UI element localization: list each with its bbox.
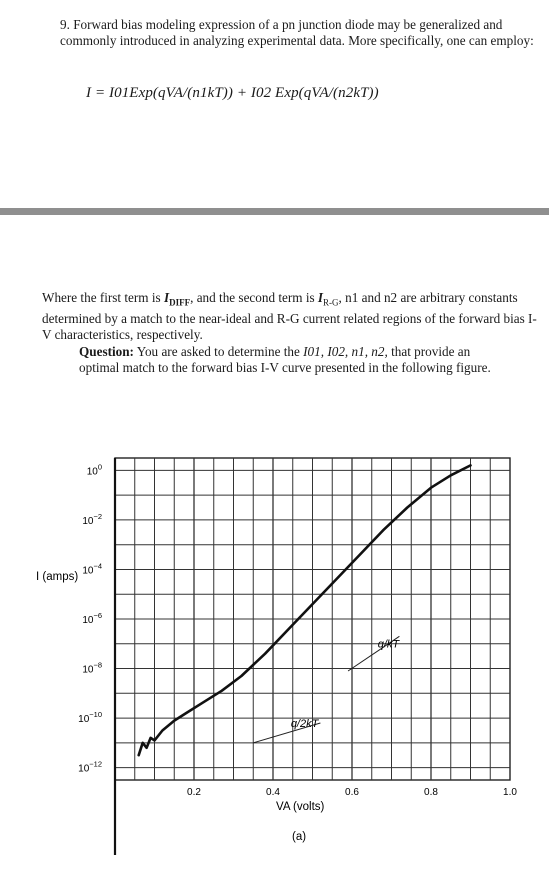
- y-tick-label: $10^0$: [86, 462, 102, 478]
- i-rg-subscript: R-G: [323, 297, 339, 308]
- iv-curve: [139, 465, 471, 755]
- x-tick-label: 0.2: [187, 787, 201, 798]
- problem-number: 9.: [60, 17, 70, 32]
- question-variables: I01, I02, n1, n2,: [303, 344, 388, 359]
- where-text-2: , and the second term is: [190, 290, 318, 305]
- x-tick-label: 0.4: [266, 787, 280, 798]
- x-tick-label: 0.6: [345, 787, 359, 798]
- y-tick-label: $10^{-12}$: [78, 759, 102, 775]
- y-tick-label: $10^{-4}$: [82, 561, 102, 577]
- slope-label: q/kT: [377, 638, 400, 651]
- y-tick-label: $10^{-8}$: [82, 660, 102, 676]
- where-text-1: Where the first term is: [42, 290, 164, 305]
- chart-caption: (a): [292, 831, 307, 843]
- y-tick-label: $10^{-10}$: [78, 710, 102, 726]
- x-tick-label: 1.0: [503, 787, 517, 798]
- diode-equation: I = I01Exp(qVA/(n1kT)) + I02 Exp(qVA/(n2kT)): [86, 85, 379, 101]
- question-text-1: You are asked to determine the: [133, 344, 304, 359]
- slope-label: q/2kT: [290, 717, 319, 730]
- y-tick-label: $10^{-2}$: [82, 511, 102, 527]
- x-tick-label: 0.8: [424, 787, 438, 798]
- question-label: Question:: [79, 344, 134, 359]
- x-axis-label: VA (volts): [276, 801, 325, 813]
- problem-intro-text: Forward bias modeling expression of a pn junction diode may be generalized and commonly introduced in analyzing experimental data. More specifically, one can employ:: [60, 17, 534, 48]
- chart-tick-labels: [78, 462, 517, 798]
- chart-annotations: [253, 636, 400, 743]
- i-diff-subscript: DIFF: [169, 297, 191, 308]
- i-rg-symbol: I: [317, 290, 324, 305]
- y-axis-label: I (amps): [36, 571, 79, 583]
- question-text-2: that provide an optimal match to the forward bias I-V curve presented in the following figure.: [79, 344, 491, 375]
- chart-grid: [115, 458, 510, 855]
- where-text-3: , n1 and n2 are arbitrary constants determined by a match to the near-ideal and R-G current related regions of the forward bias I-V characteristics, respectively.: [42, 290, 537, 342]
- y-tick-label: $10^{-6}$: [82, 611, 102, 626]
- i-diff-symbol: I: [163, 290, 170, 305]
